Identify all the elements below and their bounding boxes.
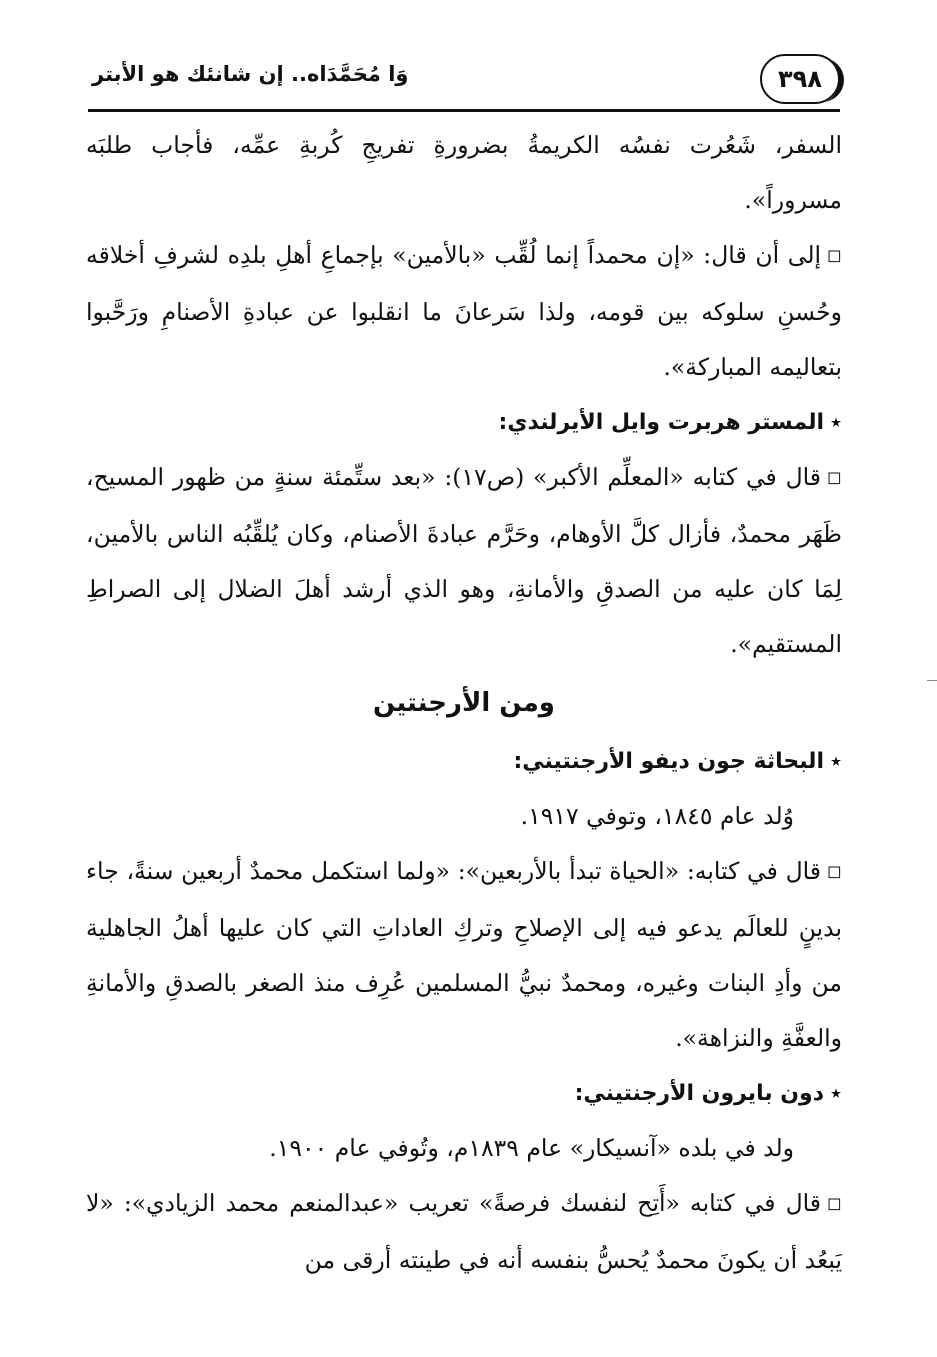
paragraph-bio [86, 789, 842, 844]
person-heading [86, 734, 842, 789]
square-bullet-icon: ◻ [827, 1193, 842, 1214]
star-icon: ٭ [830, 410, 842, 435]
paragraph-quote [86, 1176, 842, 1288]
margin-tick [927, 680, 937, 681]
star-icon: ٭ [830, 749, 842, 774]
paragraph-bio [86, 1121, 842, 1176]
header-rule [88, 109, 840, 112]
paragraph-quote [86, 228, 842, 395]
paragraph-quote [86, 450, 842, 672]
square-bullet-icon: ◻ [827, 245, 842, 266]
paragraph-quote [86, 844, 842, 1066]
person-heading-text: البحاثة جون ديفو الأرجنتيني: [513, 749, 824, 774]
square-bullet-icon: ◻ [827, 467, 842, 488]
person-heading [86, 1066, 842, 1121]
person-heading-text: المستر هربرت وايل الأيرلندي: [498, 410, 824, 435]
section-heading: ومن الأرجنتين [373, 688, 555, 718]
paragraph-text: ولد في بلده «آنسيكار» عام ١٨٣٩م، وتُوفي عام ١٩٠٠. [269, 1134, 794, 1162]
paragraph-continuation [86, 118, 842, 228]
person-heading [86, 395, 842, 450]
paragraph-text: قال في كتابه: «الحياة تبدأ بالأربعين»: «ولما استكمل محمدٌ أربعين سنةً، جاء بدينٍ للعالَم يدعو فيه إلى الإصلاحِ وتركِ العاداتِ التي كان عليها أهلُ الجاهلية من وأدِ البنات وغيره، ومحمدٌ نبيُّ المسلمين عُرِف منذ الصغر بالصدقِ والأمانةِ والعفَّةِ والنزاهة». [86, 857, 842, 1052]
star-icon: ٭ [830, 1081, 842, 1106]
page-header [88, 50, 840, 112]
paragraph-text: قال في كتابه «أَتِح لنفسك فرصةً» تعريب «عبدالمنعم محمد الزيادي»: «لا يَبعُد أن يكونَ محمدٌ يُحسُّ بنفسه أنه في طينته أرقى من [86, 1189, 842, 1274]
paragraph-text: قال في كتابه «المعلِّم الأكبر» (ص١٧): «بعد ستِّمئة سنةٍ من ظهور المسيح، ظَهَر محمدٌ، فأزال كلَّ الأوهام، وحَرَّم عبادةَ الأصنام، وكان يُلقِّبُه الناس بالأمين، لِمَا كان عليه من الصدقِ والأمانةِ، وهو الذي أرشد أهلَ الضلال إلى الصراطِ المستقيم». [86, 463, 842, 658]
paragraph-text: إلى أن قال: «إن محمداً إنما لُقِّب «بالأمين» بإجماعِ أهلِ بلدِه لشرفِ أخلاقه وحُسنِ سلوكه بين قومه، ولذا سَرعانَ ما انقلبوا عن عبادةِ الأصنامِ ورَحَّبوا بتعاليمه المباركة». [86, 241, 842, 381]
person-heading-text: دون بايرون الأرجنتيني: [574, 1081, 824, 1106]
page-body [86, 118, 842, 1288]
running-title: وَا مُحَمَّدَاه.. إن شانئك هو الأبتر [92, 62, 409, 86]
square-bullet-icon: ◻ [827, 861, 842, 882]
page-number: ٣٩٨ [760, 54, 840, 104]
paragraph-text: وُلد عام ١٨٤٥، وتوفي ١٩١٧. [520, 802, 794, 830]
paragraph-text: السفر، شَعُرت نفسُه الكريمةُ بضرورةِ تفريجِ كُربةِ عمِّه، فأجاب طلبَه مسروراً». [86, 131, 842, 214]
